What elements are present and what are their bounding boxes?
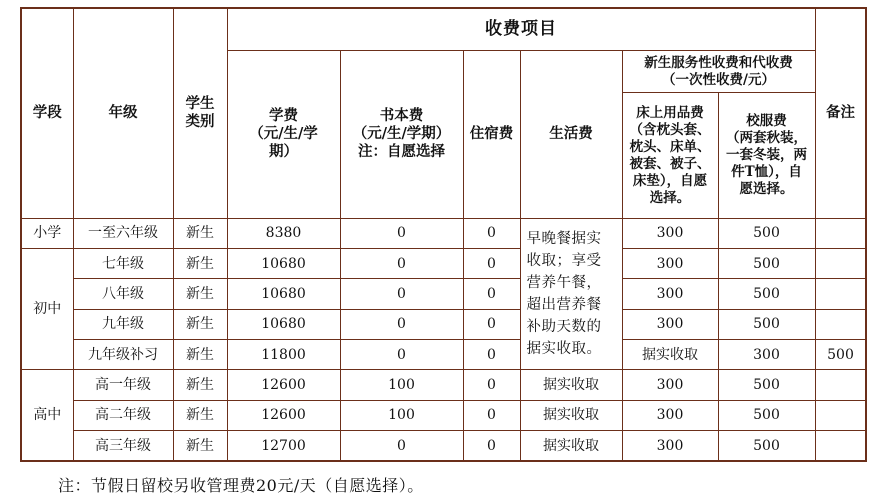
cell-books: 0 [340,431,463,461]
cell-remarks [815,309,866,339]
cell-tuition: 12700 [227,431,340,461]
cell-grade: 九年级 [73,309,173,339]
fee-table [20,7,867,462]
cell-bedding: 300 [622,431,718,461]
cell-tuition: 11800 [227,340,340,370]
header-fee-items: 收费项目 [227,8,815,50]
cell-uniform: 500 [718,309,815,339]
cell-uniform: 500 [718,279,815,309]
cell-bedding: 300 [622,370,718,400]
cell-living: 据实收取 [520,431,622,461]
cell-type: 新生 [173,249,227,279]
header-grade: 年级 [73,8,173,218]
stage-high: 高中 [21,370,73,461]
cell-bedding: 300 [622,309,718,339]
cell-books: 0 [340,340,463,370]
cell-tuition: 10680 [227,279,340,309]
cell-type: 新生 [173,218,227,248]
cell-tuition: 10680 [227,309,340,339]
header-bedding: 床上用品费 （含枕头套、 枕头、床单、 被套、被子、 床垫），自愿 选择。 [622,93,718,218]
header-books: 书本费 （元/生/学期） 注：自愿选择 [340,50,463,218]
cell-remarks [815,249,866,279]
stage-middle: 初中 [21,249,73,370]
cell-books: 0 [340,218,463,248]
cell-type: 新生 [173,309,227,339]
stage-primary: 小学 [21,218,73,248]
cell-uniform: 500 [718,218,815,248]
cell-type: 新生 [173,370,227,400]
cell-boarding: 0 [463,431,520,461]
header-boarding: 住宿费 [463,50,520,218]
cell-boarding: 0 [463,279,520,309]
cell-books: 0 [340,309,463,339]
cell-grade: 八年级 [73,279,173,309]
header-remarks: 备注 [815,8,866,218]
table-row [21,340,866,370]
cell-remarks [815,370,866,400]
header-living: 生活费 [520,50,622,218]
cell-living: 据实收取 [520,370,622,400]
cell-type: 新生 [173,431,227,461]
cell-books: 0 [340,249,463,279]
cell-bedding: 300 [622,218,718,248]
table-row [21,218,866,248]
cell-bedding: 300 [718,340,815,370]
table-row [21,279,866,309]
cell-uniform: 500 [718,400,815,430]
cell-bedding: 300 [622,249,718,279]
table-row [21,309,866,339]
cell-living: 据实收取 [520,400,622,430]
cell-boarding: 0 [463,400,520,430]
header-tuition: 学费 （元/生/学 期） [227,50,340,218]
cell-type: 新生 [173,279,227,309]
cell-living-merged: 早晚餐据实收取；享受营养午餐，超出营养餐补助天数的据实收取。 [520,218,622,370]
table-row [21,249,866,279]
cell-remarks [815,400,866,430]
cell-boarding: 0 [463,309,520,339]
cell-bedding: 300 [622,400,718,430]
cell-uniform: 500 [718,249,815,279]
cell-uniform: 500 [718,370,815,400]
cell-remarks [815,218,866,248]
cell-grade: 高二年级 [73,400,173,430]
cell-boarding: 0 [463,218,520,248]
footnote: 注：节假日留校另收管理费20元/天（自愿选择）。 [58,476,424,495]
cell-type: 新生 [173,340,227,370]
cell-remarks [815,279,866,309]
header-stage: 学段 [21,8,73,218]
table-row [21,370,866,400]
cell-type: 新生 [173,400,227,430]
table-row [21,400,866,430]
header-newstudent-group: 新生服务性收费和代收费 （一次性收费/元） [622,50,815,92]
cell-uniform: 500 [718,431,815,461]
cell-books: 100 [340,370,463,400]
cell-remarks [815,431,866,461]
cell-bedding: 300 [622,279,718,309]
header-student-type: 学生 类别 [173,8,227,218]
cell-grade: 九年级补习 [73,340,173,370]
cell-books: 0 [340,279,463,309]
cell-tuition: 10680 [227,249,340,279]
cell-grade: 高一年级 [73,370,173,400]
table-row [21,431,866,461]
cell-tuition: 12600 [227,370,340,400]
cell-living: 据实收取 [622,340,718,370]
cell-boarding: 0 [463,249,520,279]
cell-tuition: 8380 [227,218,340,248]
cell-tuition: 12600 [227,400,340,430]
cell-grade: 七年级 [73,249,173,279]
cell-boarding: 0 [463,370,520,400]
cell-grade: 高三年级 [73,431,173,461]
cell-boarding: 0 [463,340,520,370]
header-uniform: 校服费 （两套秋装， 一套冬装，两 件T恤），自 愿选择。 [718,93,815,218]
cell-grade: 一至六年级 [73,218,173,248]
cell-uniform: 500 [815,340,866,370]
cell-books: 100 [340,400,463,430]
